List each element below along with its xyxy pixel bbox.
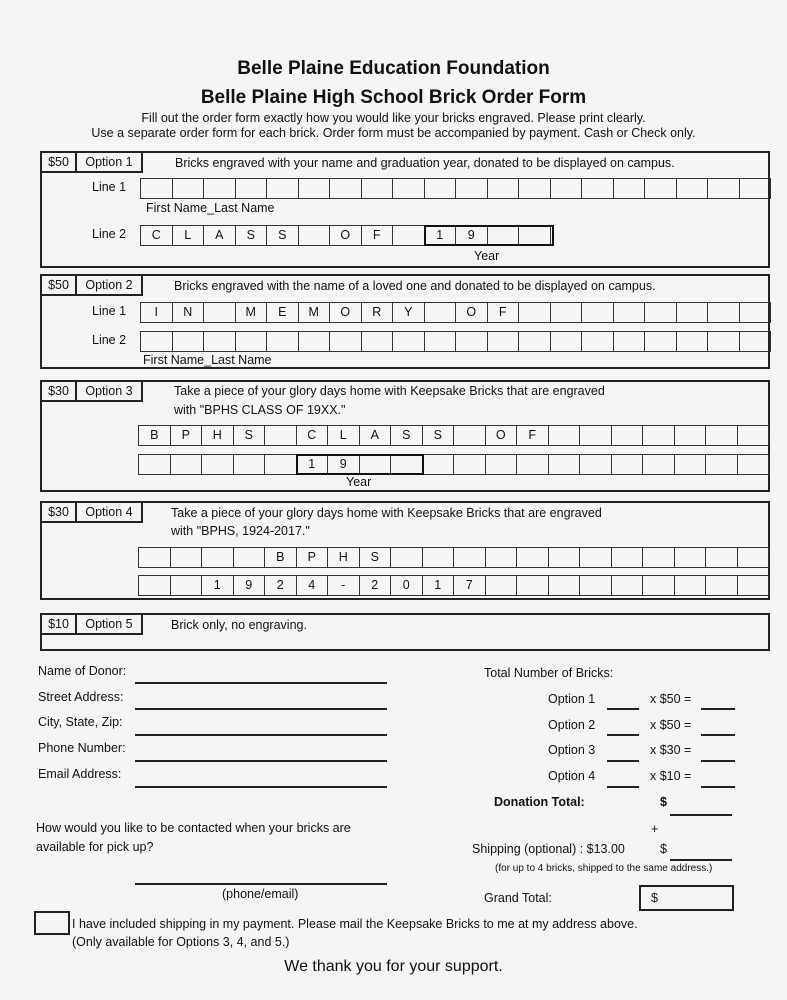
- letter-cell[interactable]: [265, 454, 297, 475]
- option-1-panel: [40, 151, 770, 268]
- donor-name-field[interactable]: [135, 682, 387, 684]
- option-2-line1-label: Line 1: [92, 304, 127, 318]
- total-option-1-mult: x $50 =: [650, 692, 692, 706]
- option-2-panel: [40, 274, 770, 369]
- letter-cell[interactable]: S: [360, 547, 392, 568]
- letter-cell[interactable]: [330, 178, 362, 199]
- letter-cell[interactable]: [425, 178, 457, 199]
- letter-cell[interactable]: [706, 547, 738, 568]
- letter-cell[interactable]: [393, 178, 425, 199]
- letter-cell[interactable]: [675, 425, 707, 446]
- letter-cell[interactable]: 2: [360, 575, 392, 596]
- letter-cell[interactable]: 1: [297, 454, 329, 475]
- letter-cell[interactable]: [204, 178, 236, 199]
- letter-cell[interactable]: [454, 425, 486, 446]
- option-3-year-hint: Year: [346, 475, 372, 489]
- letter-cell[interactable]: [580, 547, 612, 568]
- option-1-line2-label: Line 2: [92, 227, 127, 241]
- letter-cell[interactable]: [141, 331, 173, 352]
- letter-cell[interactable]: [708, 302, 740, 323]
- shipping-amount[interactable]: [670, 859, 732, 861]
- letter-cell[interactable]: [643, 454, 675, 475]
- letter-cell[interactable]: [519, 225, 551, 246]
- letter-cell[interactable]: [738, 575, 770, 596]
- contact-question-2: available for pick up?: [36, 840, 154, 854]
- donor-name-label: Name of Donor:: [38, 664, 127, 678]
- letter-cell[interactable]: [740, 178, 772, 199]
- letter-cell[interactable]: M: [299, 302, 331, 323]
- option-3-line1-grid[interactable]: [138, 425, 769, 446]
- contact-method-hint: (phone/email): [222, 887, 299, 901]
- option-3-price: $30: [40, 380, 77, 402]
- street-address-field[interactable]: [135, 708, 387, 710]
- total-option-3-label: Option 3: [548, 743, 596, 757]
- donation-total-amount[interactable]: [670, 814, 732, 816]
- letter-cell[interactable]: [423, 454, 455, 475]
- letter-cell[interactable]: [582, 178, 614, 199]
- letter-cell[interactable]: A: [360, 425, 392, 446]
- letter-cell[interactable]: [643, 425, 675, 446]
- letter-cell[interactable]: O: [486, 425, 518, 446]
- letter-cell[interactable]: [139, 454, 171, 475]
- letter-cell[interactable]: [234, 454, 266, 475]
- org-title: Belle Plaine Education Foundation: [237, 58, 550, 79]
- letter-cell[interactable]: [580, 425, 612, 446]
- letter-cell[interactable]: [202, 454, 234, 475]
- letter-cell[interactable]: 0: [391, 575, 423, 596]
- grand-total-label: Grand Total:: [484, 891, 552, 905]
- letter-cell[interactable]: F: [488, 302, 520, 323]
- letter-cell[interactable]: [236, 178, 268, 199]
- option-3-description-1: Take a piece of your glory days home with Keepsake Bricks that are engraved: [174, 384, 605, 398]
- letter-cell[interactable]: H: [328, 547, 360, 568]
- letter-cell[interactable]: [614, 331, 646, 352]
- option-4-panel: [40, 501, 770, 600]
- option-3-description-2: with "BPHS CLASS OF 19XX.": [174, 403, 346, 417]
- letter-cell[interactable]: Y: [393, 302, 425, 323]
- letter-cell[interactable]: [643, 575, 675, 596]
- option-4-description-1: Take a piece of your glory days home with Keepsake Bricks that are engraved: [171, 506, 602, 520]
- phone-number-label: Phone Number:: [38, 741, 126, 755]
- letter-cell[interactable]: [706, 454, 738, 475]
- letter-cell[interactable]: A: [204, 225, 236, 246]
- option-5-panel: [40, 613, 770, 651]
- letter-cell[interactable]: [488, 178, 520, 199]
- letter-cell[interactable]: [425, 331, 457, 352]
- total-option-2-amount[interactable]: [701, 734, 735, 736]
- letter-cell[interactable]: [204, 302, 236, 323]
- letter-cell[interactable]: -: [328, 575, 360, 596]
- letter-cell[interactable]: 2: [265, 575, 297, 596]
- letter-cell[interactable]: P: [297, 547, 329, 568]
- letter-cell[interactable]: [236, 331, 268, 352]
- letter-cell[interactable]: 9: [456, 225, 488, 246]
- option-1-line1-hint: First Name_Last Name: [146, 201, 275, 215]
- option-5-label: Option 5: [75, 613, 143, 635]
- total-option-3-qty[interactable]: [607, 760, 639, 762]
- option-2-description: Bricks engraved with the name of a loved one and donated to be displayed on campus.: [174, 279, 656, 293]
- option-5-description: Brick only, no engraving.: [171, 618, 307, 632]
- letter-cell[interactable]: [614, 178, 646, 199]
- letter-cell[interactable]: [456, 331, 488, 352]
- shipping-dollar: $: [660, 842, 667, 856]
- letter-cell[interactable]: [423, 547, 455, 568]
- option-1-label: Option 1: [75, 151, 143, 173]
- option-4-line1-grid[interactable]: [138, 547, 769, 568]
- total-option-3-amount[interactable]: [701, 760, 735, 762]
- total-option-2-mult: x $50 =: [650, 718, 692, 732]
- letter-cell[interactable]: [740, 331, 772, 352]
- total-option-1-amount[interactable]: [701, 708, 735, 710]
- totals-heading: Total Number of Bricks:: [484, 666, 614, 680]
- letter-cell[interactable]: [330, 331, 362, 352]
- letter-cell[interactable]: [517, 454, 549, 475]
- letter-cell[interactable]: [549, 454, 581, 475]
- letter-cell[interactable]: [425, 302, 457, 323]
- letter-cell[interactable]: [582, 302, 614, 323]
- contact-question-1: How would you like to be contacted when your bricks are: [36, 821, 351, 835]
- letter-cell[interactable]: [171, 547, 203, 568]
- letter-cell[interactable]: 1: [423, 575, 455, 596]
- city-state-zip-label: City, State, Zip:: [38, 715, 123, 729]
- letter-cell[interactable]: [393, 225, 425, 246]
- total-option-4-qty[interactable]: [607, 786, 639, 788]
- letter-cell[interactable]: [519, 178, 551, 199]
- letter-cell[interactable]: [362, 331, 394, 352]
- donation-total-label: Donation Total:: [494, 795, 585, 809]
- grand-total-box[interactable]: [639, 885, 734, 911]
- letter-cell[interactable]: F: [517, 425, 549, 446]
- letter-cell[interactable]: C: [297, 425, 329, 446]
- total-option-4-amount[interactable]: [701, 786, 735, 788]
- option-3-label: Option 3: [75, 380, 143, 402]
- letter-cell[interactable]: [675, 454, 707, 475]
- total-option-2-qty[interactable]: [607, 734, 639, 736]
- letter-cell[interactable]: [267, 331, 299, 352]
- letter-cell[interactable]: [299, 331, 331, 352]
- letter-cell[interactable]: [675, 575, 707, 596]
- letter-cell[interactable]: [738, 454, 770, 475]
- letter-cell[interactable]: [549, 547, 581, 568]
- shipping-checkbox-text-1: I have included shipping in my payment. Please mail the Keepsake Bricks to me at my address above.: [72, 917, 638, 931]
- letter-cell[interactable]: 4: [297, 575, 329, 596]
- total-option-4-mult: x $10 =: [650, 769, 692, 783]
- letter-cell[interactable]: [488, 331, 520, 352]
- letter-cell[interactable]: L: [328, 425, 360, 446]
- shipping-checkbox-text-2: (Only available for Options 3, 4, and 5.): [72, 935, 290, 949]
- letter-cell[interactable]: O: [456, 302, 488, 323]
- letter-cell[interactable]: [299, 178, 331, 199]
- option-1-line2-grid[interactable]: [140, 225, 551, 246]
- letter-cell[interactable]: M: [236, 302, 268, 323]
- letter-cell[interactable]: [488, 225, 520, 246]
- letter-cell[interactable]: [141, 178, 173, 199]
- letter-cell[interactable]: [706, 425, 738, 446]
- letter-cell[interactable]: E: [267, 302, 299, 323]
- option-1-line1-label: Line 1: [92, 180, 127, 194]
- total-option-1-label: Option 1: [548, 692, 596, 706]
- letter-cell[interactable]: H: [202, 425, 234, 446]
- letter-cell[interactable]: [551, 178, 583, 199]
- option-2-line2-grid[interactable]: [140, 331, 771, 352]
- donation-total-dollar: $: [660, 795, 667, 809]
- shipping-checkbox[interactable]: [34, 911, 70, 935]
- option-2-line2-hint: First Name_Last Name: [143, 353, 272, 367]
- letter-cell[interactable]: [580, 575, 612, 596]
- letter-cell[interactable]: [677, 331, 709, 352]
- option-3-line2-grid[interactable]: [138, 454, 769, 475]
- letter-cell[interactable]: [360, 454, 392, 475]
- letter-cell[interactable]: [265, 425, 297, 446]
- letter-cell[interactable]: [677, 178, 709, 199]
- letter-cell[interactable]: 9: [234, 575, 266, 596]
- letter-cell[interactable]: [204, 331, 236, 352]
- letter-cell[interactable]: C: [141, 225, 173, 246]
- letter-cell[interactable]: 9: [328, 454, 360, 475]
- city-state-zip-field[interactable]: [135, 734, 387, 736]
- letter-cell[interactable]: [519, 331, 551, 352]
- option-1-line1-grid[interactable]: [140, 178, 771, 199]
- letter-cell[interactable]: [391, 454, 423, 475]
- letter-cell[interactable]: [675, 547, 707, 568]
- letter-cell[interactable]: F: [362, 225, 394, 246]
- letter-cell[interactable]: [517, 575, 549, 596]
- total-option-3-mult: x $30 =: [650, 743, 692, 757]
- letter-cell[interactable]: [708, 331, 740, 352]
- option-2-line2-label: Line 2: [92, 333, 127, 347]
- letter-cell[interactable]: [171, 454, 203, 475]
- email-address-field[interactable]: [135, 786, 387, 788]
- letter-cell[interactable]: [173, 178, 205, 199]
- total-option-1-qty[interactable]: [607, 708, 639, 710]
- letter-cell[interactable]: [612, 454, 644, 475]
- letter-cell[interactable]: [486, 575, 518, 596]
- letter-cell[interactable]: [486, 454, 518, 475]
- grand-total-dollar: $: [651, 891, 658, 905]
- option-2-price: $50: [40, 274, 77, 296]
- letter-cell[interactable]: [645, 302, 677, 323]
- letter-cell[interactable]: [486, 547, 518, 568]
- letter-cell[interactable]: B: [265, 547, 297, 568]
- letter-cell[interactable]: [582, 331, 614, 352]
- option-5-price: $10: [40, 613, 77, 635]
- option-4-line2-grid[interactable]: [138, 575, 769, 596]
- letter-cell[interactable]: R: [362, 302, 394, 323]
- letter-cell[interactable]: [738, 425, 770, 446]
- letter-cell[interactable]: [139, 547, 171, 568]
- shipping-label: Shipping (optional) : $13.00: [472, 842, 625, 856]
- letter-cell[interactable]: [740, 302, 772, 323]
- letter-cell[interactable]: [706, 575, 738, 596]
- letter-cell[interactable]: [580, 454, 612, 475]
- option-4-description-2: with "BPHS, 1924-2017.": [171, 524, 310, 538]
- option-3-panel: [40, 380, 770, 492]
- option-2-line1-grid[interactable]: [140, 302, 771, 323]
- letter-cell[interactable]: [517, 547, 549, 568]
- option-4-label: Option 4: [75, 501, 143, 523]
- shipping-note: (for up to 4 bricks, shipped to the same address.): [495, 863, 713, 874]
- letter-cell[interactable]: [202, 547, 234, 568]
- letter-cell[interactable]: [267, 178, 299, 199]
- option-2-label: Option 2: [75, 274, 143, 296]
- letter-cell[interactable]: N: [173, 302, 205, 323]
- letter-cell[interactable]: [456, 178, 488, 199]
- letter-cell[interactable]: [454, 454, 486, 475]
- letter-cell[interactable]: [454, 547, 486, 568]
- letter-cell[interactable]: [645, 331, 677, 352]
- letter-cell[interactable]: [551, 302, 583, 323]
- letter-cell[interactable]: [393, 331, 425, 352]
- letter-cell[interactable]: [299, 225, 331, 246]
- letter-cell[interactable]: [645, 178, 677, 199]
- letter-cell[interactable]: [551, 331, 583, 352]
- letter-cell[interactable]: L: [173, 225, 205, 246]
- letter-cell[interactable]: 1: [425, 225, 457, 246]
- letter-cell[interactable]: [677, 302, 709, 323]
- form-title: Belle Plaine High School Brick Order Form: [200, 87, 587, 108]
- street-address-label: Street Address:: [38, 690, 124, 704]
- letter-cell[interactable]: [549, 575, 581, 596]
- instruction-2: Use a separate order form for each brick. Order form must be accompanied by payment. Cash or Check only.: [91, 126, 696, 140]
- letter-cell[interactable]: 1: [202, 575, 234, 596]
- letter-cell[interactable]: [362, 178, 394, 199]
- letter-cell[interactable]: [612, 547, 644, 568]
- phone-number-field[interactable]: [135, 760, 387, 762]
- letter-cell[interactable]: S: [423, 425, 455, 446]
- total-option-2-label: Option 2: [548, 718, 596, 732]
- letter-cell[interactable]: P: [171, 425, 203, 446]
- letter-cell[interactable]: [173, 331, 205, 352]
- letter-cell[interactable]: [139, 575, 171, 596]
- thank-you-message: We thank you for your support.: [284, 958, 503, 975]
- option-1-description: Bricks engraved with your name and graduation year, donated to be displayed on campus.: [175, 156, 675, 170]
- letter-cell[interactable]: [612, 575, 644, 596]
- letter-cell[interactable]: [738, 547, 770, 568]
- letter-cell[interactable]: 7: [454, 575, 486, 596]
- total-option-4-label: Option 4: [548, 769, 596, 783]
- letter-cell[interactable]: S: [391, 425, 423, 446]
- letter-cell[interactable]: O: [330, 302, 362, 323]
- letter-cell[interactable]: [643, 547, 675, 568]
- letter-cell[interactable]: [519, 302, 551, 323]
- option-4-price: $30: [40, 501, 77, 523]
- plus-sign: +: [651, 822, 659, 836]
- letter-cell[interactable]: [549, 425, 581, 446]
- letter-cell[interactable]: [614, 302, 646, 323]
- letter-cell[interactable]: [234, 547, 266, 568]
- letter-cell[interactable]: S: [234, 425, 266, 446]
- letter-cell[interactable]: [391, 547, 423, 568]
- option-1-year-hint: Year: [474, 249, 500, 263]
- letter-cell[interactable]: O: [330, 225, 362, 246]
- letter-cell[interactable]: B: [139, 425, 171, 446]
- option-1-price: $50: [40, 151, 77, 173]
- letter-cell[interactable]: [708, 178, 740, 199]
- letter-cell[interactable]: I: [141, 302, 173, 323]
- letter-cell[interactable]: [171, 575, 203, 596]
- letter-cell[interactable]: S: [267, 225, 299, 246]
- email-address-label: Email Address:: [38, 767, 122, 781]
- contact-method-field[interactable]: [135, 883, 387, 885]
- instruction-1: Fill out the order form exactly how you would like your bricks engraved. Please print clearly.: [141, 111, 646, 125]
- letter-cell[interactable]: [612, 425, 644, 446]
- letter-cell[interactable]: S: [236, 225, 268, 246]
